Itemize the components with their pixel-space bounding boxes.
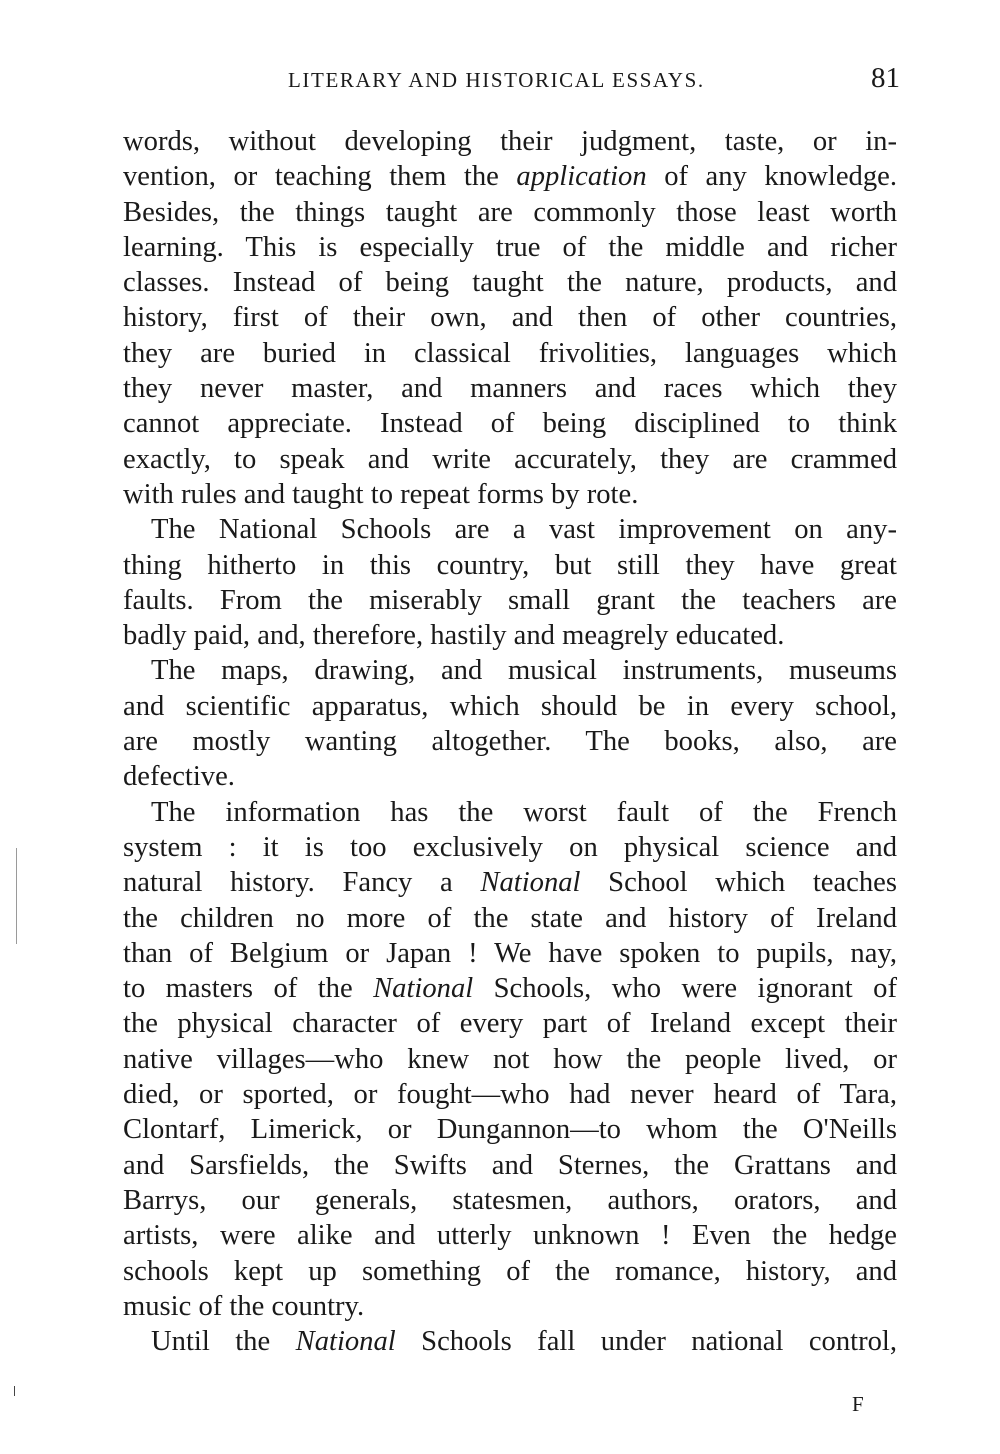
text-line: to masters of the National Schools, who were ignorant of [123, 973, 897, 1005]
text-line: faults. From the miserably small grant the teachers are [123, 584, 897, 616]
margin-mark [16, 848, 17, 944]
text-line: Clontarf, Limerick, or Dungannon—to whom the O'Neills [123, 1114, 897, 1146]
body-text [123, 124, 897, 1359]
text-line: and scientific apparatus, which should be in every school, [123, 690, 897, 722]
text-line: artists, were alike and utterly unknown ! Even the hedge [123, 1220, 897, 1252]
text-line: thing hitherto in this country, but still they have great [123, 549, 897, 581]
text-line: native villages—who knew not how the people lived, or [123, 1043, 897, 1075]
paragraph [123, 795, 897, 1324]
text-line: learning. This is especially true of the middle and richer [123, 231, 897, 263]
text-line: defective. [123, 761, 235, 793]
paragraph [123, 512, 897, 653]
text-line: Barrys, our generals, statesmen, authors, orators, and [123, 1184, 897, 1216]
text-line: system : it is too exclusively on physical science and [123, 831, 897, 863]
italic-word: National [295, 1326, 396, 1358]
page-number: 81 [871, 62, 900, 94]
italic-word: National [480, 867, 581, 899]
text-line: they are buried in classical frivolities, languages which [123, 337, 897, 369]
paragraph [123, 124, 897, 512]
paragraph [123, 1324, 897, 1359]
text-line: they never master, and manners and races which they [123, 373, 897, 405]
text-line: The maps, drawing, and musical instruments, museums [151, 655, 897, 687]
text-line: natural history. Fancy a National School which teaches [123, 867, 897, 899]
text-line: vention, or teaching them the application of any knowledge. [123, 161, 897, 193]
italic-word: National [373, 973, 474, 1005]
italic-word: application [516, 161, 647, 193]
text-line: Until the National Schools fall under national control, [151, 1326, 897, 1358]
text-line: the children no more of the state and history of Ireland [123, 902, 897, 934]
text-line: badly paid, and, therefore, hastily and meagrely educated. [123, 620, 785, 652]
text-line: schools kept up something of the romance, history, and [123, 1255, 897, 1287]
text-line: history, first of their own, and then of other countries, [123, 302, 897, 334]
text-line: cannot appreciate. Instead of being disciplined to think [123, 408, 897, 440]
text-line: the physical character of every part of Ireland except their [123, 1008, 897, 1040]
text-line: The information has the worst fault of the French [151, 796, 897, 828]
margin-mark [14, 1386, 15, 1396]
text-line: died, or sported, or fought—who had never heard of Tara, [123, 1079, 897, 1111]
paragraph [123, 653, 897, 794]
running-title: LITERARY AND HISTORICAL ESSAYS. [288, 68, 705, 92]
running-header [120, 62, 900, 102]
text-line: music of the country. [123, 1290, 365, 1322]
text-line: exactly, to speak and write accurately, they are crammed [123, 443, 897, 475]
text-line: words, without developing their judgment, taste, or in- [123, 126, 897, 157]
text-line: are mostly wanting altogether. The books, also, are [123, 726, 897, 758]
text-line: than of Belgium or Japan ! We have spoken to pupils, nay, [123, 937, 897, 969]
text-line: Besides, the things taught are commonly those least worth [123, 196, 897, 228]
text-line: classes. Instead of being taught the nature, products, and [123, 267, 897, 299]
signature-mark: F [852, 1392, 864, 1416]
text-line: with rules and taught to repeat forms by rote. [123, 478, 639, 510]
text-line: The National Schools are a vast improvement on any- [151, 514, 897, 546]
text-line: and Sarsfields, the Swifts and Sternes, the Grattans and [123, 1149, 897, 1181]
